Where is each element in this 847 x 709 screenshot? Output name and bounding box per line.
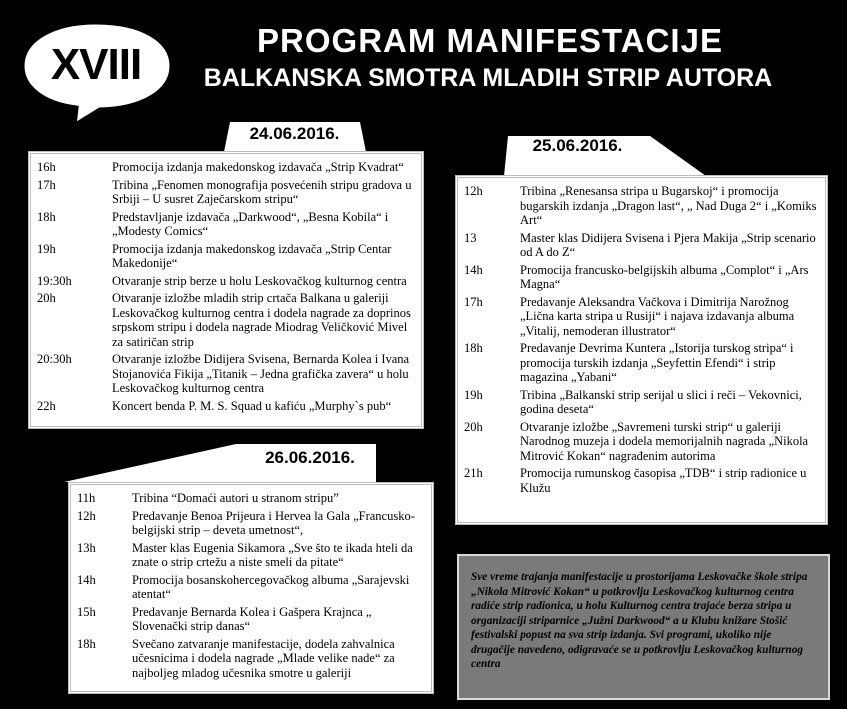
schedule-row [77, 573, 425, 602]
event-time: 17h [464, 294, 483, 309]
event-description: Master klas Didijera Svisena i Pjera Makija „Strip scenario od A do Z“ [520, 230, 816, 259]
event-description: Promocija izdanja makedonskog izdavača „Strip Kvadrat“ [112, 160, 404, 174]
schedule-row [77, 491, 425, 506]
schedule-panel-day3 [68, 482, 434, 694]
event-time: 13h [77, 540, 96, 555]
schedule-row [464, 295, 819, 339]
festival-note: Sve vreme trajanja manifestacije u prostorijama Leskovačke škole stripa „Nikola Mitrović Kokan“ u potkrovlju Leskovačkog kulturnog centra radiće strip radionica, u holu Kulturnog centra trajaće berza stripa u organizaciji striparnice „Južni Darkwood“ a u Klubu knižare Stošić festivalski popust na sva strip izdanja. Svi programi, ukoliko nije drugačije navedeno, odigravaće se u potkrovlju Leskovačkog kulturnog centra [457, 554, 830, 700]
event-description: Otvaranje izložbe Didijera Svisena, Bernarda Kolea i Ivana Stojanovića Fikija „Titanik – Jedna grafička zavera“ u holu Leskovačkog kulturnog centra [112, 352, 410, 395]
page-subtitle: BALKANSKA SMOTRA MLADIH STRIP AUTORA [203, 64, 773, 92]
schedule-row [37, 291, 415, 349]
schedule-row [77, 605, 425, 634]
event-description: Predavanje Devrima Kuntera „Istorija turskog stripa“ i promocija turskih izdanja „Seyfettin Efendi“ i strip magazina „Yabani“ [520, 341, 794, 384]
event-description: Predavanje Bernarda Kolea i Gašpera Krajnca „ Slovenački strip danas“ [132, 604, 372, 633]
schedule-row [77, 637, 425, 681]
schedule-row [37, 178, 415, 207]
schedule-panel-day1 [28, 151, 424, 429]
event-description: Promocija rumunskog časopisa „TDB“ i strip radionice u Klužu [520, 466, 807, 495]
event-time: 18h [37, 209, 56, 224]
event-description: Master klas Eugenia Sikamora „Sve što te ikada hteli da znate o strip crtežu a niste smeli da pitate“ [132, 540, 413, 569]
event-description: Svečano zatvaranje manifestacije, dodela zahvalnica učesnicima i dodela nagrade „Mlade velike nade“ za najboljeg mladog učesnika smotre u galeriji [132, 636, 395, 680]
event-time: 14h [77, 572, 96, 587]
schedule-row [37, 352, 415, 396]
schedule-row [77, 541, 425, 570]
schedule-row [464, 231, 819, 260]
event-time: 11h [77, 491, 96, 505]
schedule-row [464, 184, 819, 228]
event-time: 20:30h [37, 352, 72, 366]
schedule-row [464, 420, 819, 464]
schedule-row [464, 466, 819, 495]
event-description: Koncert benda P. M. S. Squad u kafiću „Murphy`s pub“ [112, 398, 392, 413]
event-time: 19h [464, 387, 483, 402]
schedule-row [37, 274, 415, 289]
event-description: Predstavljanje izdavača „Darkwood“, „Besna Kobila“ i „Modesty Comics“ [112, 209, 389, 238]
event-time: 20h [464, 419, 483, 434]
event-description: Tribina “Domaći autori u stranom stripu” [132, 491, 339, 505]
schedule-row [37, 160, 415, 175]
event-time: 13 [464, 230, 477, 245]
schedule-row [464, 341, 819, 385]
event-time: 17h [37, 177, 56, 192]
event-description: Tribina „Fenomen monografija posvećenih stripu gradova u Srbiji – U susret Zaječarskom stripu“ [112, 177, 412, 206]
event-time: 16h [37, 160, 56, 174]
event-description: Otvaranje izložbe mladih strip crtača Balkana u galeriji Leskovačkog kulturnog centra i dodela nagrade za doprinos srpskom stripu i dodela nagrade Miodrag Veličković Mivel za satiričan strip [112, 291, 411, 349]
date-day2: 25.06.2016. [532, 136, 623, 155]
event-time: 19:30h [37, 273, 72, 288]
event-time: 12h [464, 184, 483, 198]
event-description: Promocija francusko-belgijskih albuma „Complot“ i „Ars Magna“ [520, 262, 809, 291]
date-day1: 24.06.2016. [249, 124, 340, 143]
schedule-row [37, 242, 415, 271]
event-time: 12h [77, 508, 96, 523]
event-description: Predavanje Benoa Prijeura i Hervea la Gala „Francusko-belgijski strip – deveta umetnost“, [132, 508, 415, 537]
schedule-panel-day2 [455, 175, 828, 525]
schedule-row [464, 388, 819, 417]
event-description: Promocija bosanskohercegovačkog albuma „Sarajevski atentat“ [132, 572, 410, 601]
event-description: Otvaranje izložbe „Savremeni turski strip“ u galeriji Narodnog muzeja i dodela memorijalnih nagrada „Nikola Mitrović Kokan“ nagrađenim autorima [520, 419, 809, 463]
schedule-row [77, 509, 425, 538]
edition-badge: XVIII [50, 40, 142, 89]
schedule-row [37, 210, 415, 239]
page-title: PROGRAM MANIFESTACIJE [257, 22, 723, 59]
event-time: 18h [77, 636, 96, 651]
event-time: 14h [464, 262, 483, 277]
event-description: Tribina „Balkanski strip serijal u slici i reči – Vekovnici, godina deseta“ [520, 387, 802, 416]
schedule-row [37, 399, 415, 414]
event-time: 20h [37, 291, 56, 305]
event-time: 21h [464, 466, 483, 480]
event-time: 18h [464, 341, 483, 355]
event-description: Otvaranje strip berze u holu Leskovačkog kulturnog centra [112, 273, 407, 288]
schedule-row [464, 263, 819, 292]
date-day3: 26.06.2016. [265, 448, 355, 467]
event-description: Tribina „Renesansa stripa u Bugarskoj“ i promocija bugarskih izdanja „Dragon last“, „ Nad Duga 2“ i „Komiks Art“ [520, 184, 817, 227]
event-time: 15h [77, 604, 96, 619]
event-description: Predavanje Aleksandra Vačkova i Dimitrija Narožnog „Lična karta stripa u Rusiji“ i najava izdavanja albuma „Vitalij, nemoderan illustrator“ [520, 294, 795, 338]
event-time: 19h [37, 241, 56, 256]
event-time: 22h [37, 398, 56, 413]
event-description: Promocija izdanja makedonskog izdavača „Strip Centar Makedonije“ [112, 241, 392, 270]
